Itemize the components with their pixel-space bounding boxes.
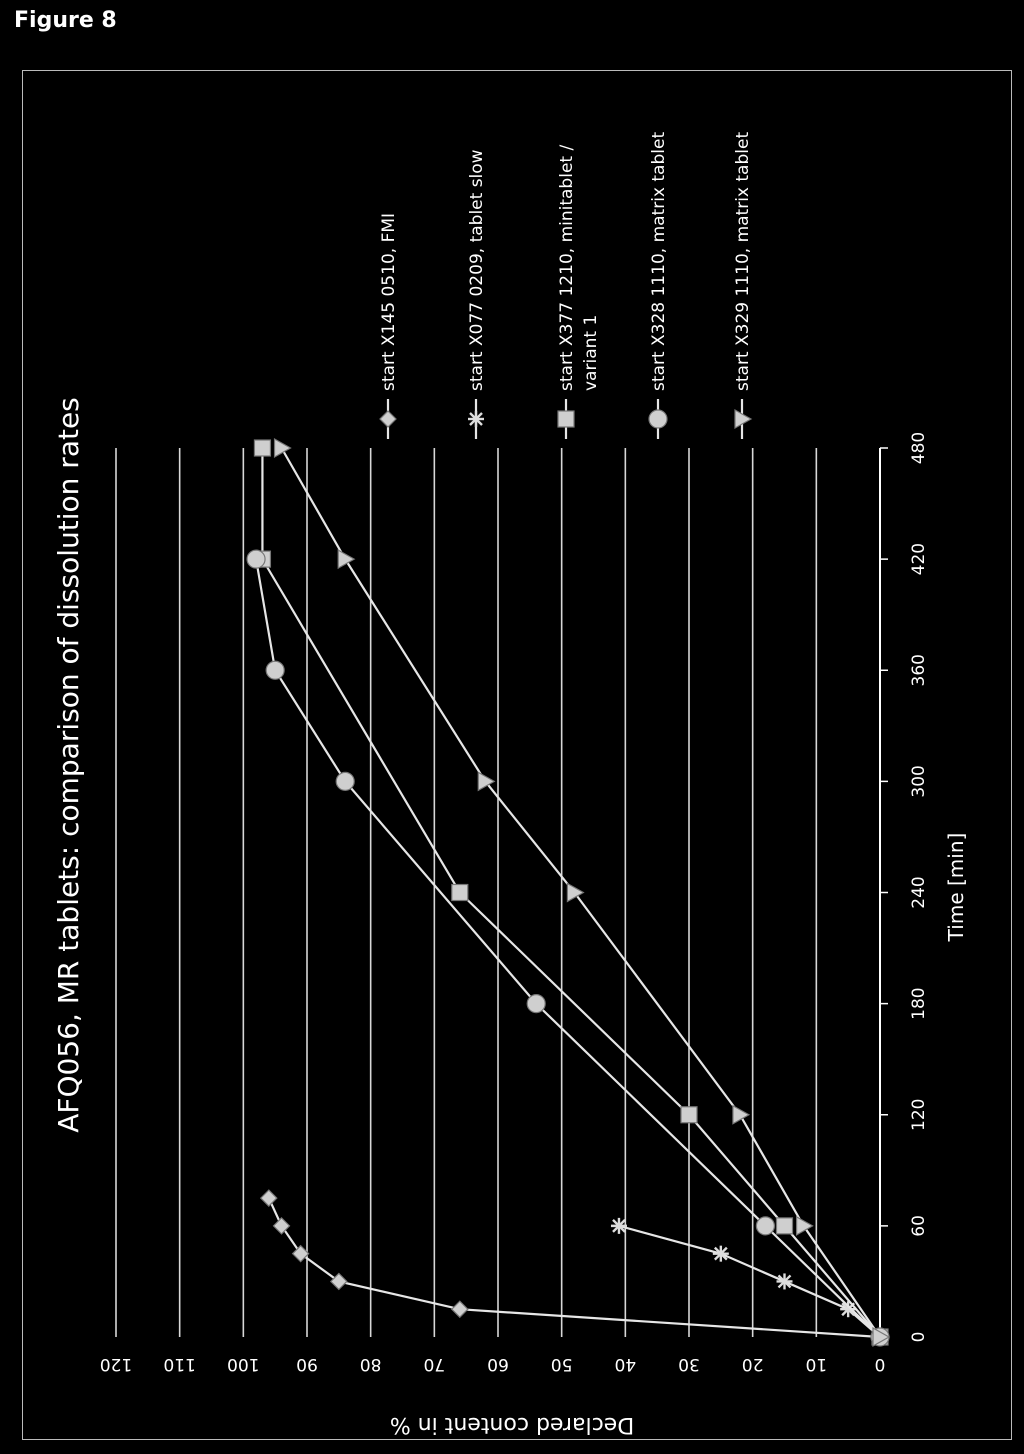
legend-label-2: start X077 0209, tablet slow bbox=[467, 149, 487, 391]
series-5-point-2 bbox=[733, 1106, 749, 1124]
y-tick-label-80: 80 bbox=[359, 1354, 382, 1374]
series-1 bbox=[261, 1190, 888, 1345]
tick-labels bbox=[100, 432, 929, 1374]
y-tick-label-40: 40 bbox=[614, 1354, 637, 1374]
series-5-point-5 bbox=[338, 550, 354, 568]
legend-entry-2 bbox=[467, 149, 487, 439]
legend bbox=[379, 132, 753, 439]
x-tick-label-120: 120 bbox=[909, 1098, 929, 1131]
y-tick-label-90: 90 bbox=[296, 1354, 318, 1374]
series-4-point-1 bbox=[756, 1217, 774, 1235]
series-5-point-6 bbox=[275, 439, 291, 457]
legend-marker-3 bbox=[558, 411, 574, 427]
legend-label-4: start X328 1110, matrix tablet bbox=[649, 131, 669, 391]
legend-marker-4 bbox=[649, 410, 667, 428]
x-tick-label-0: 0 bbox=[909, 1331, 929, 1343]
series-3-point-3 bbox=[452, 885, 468, 901]
grid-lines bbox=[116, 448, 888, 1337]
y-tick-label-60: 60 bbox=[487, 1354, 509, 1374]
series-3-point-1 bbox=[777, 1218, 793, 1234]
series-5 bbox=[275, 439, 889, 1346]
y-tick-label-100: 100 bbox=[227, 1354, 260, 1374]
figure-label: Figure 8 bbox=[14, 8, 117, 33]
legend-entry-4 bbox=[649, 132, 669, 439]
series-1-point-2 bbox=[331, 1273, 347, 1289]
x-tick-label-240: 240 bbox=[909, 876, 929, 909]
legend-label-3: start X377 1210, minitablet / variant 1 bbox=[557, 144, 601, 391]
legend-marker-1 bbox=[380, 411, 396, 427]
legend-entry-5 bbox=[733, 132, 753, 439]
y-tick-label-120: 120 bbox=[99, 1354, 133, 1374]
y-tick-label-110: 110 bbox=[163, 1354, 196, 1374]
x-tick-label-300: 300 bbox=[909, 765, 929, 798]
series-2-point-2 bbox=[777, 1273, 793, 1289]
series-3-point-5 bbox=[254, 440, 270, 456]
legend-label-1: start X145 0510, FMI bbox=[379, 212, 399, 391]
y-axis-label: Declared content in % bbox=[389, 1412, 635, 1437]
x-tick-label-420: 420 bbox=[909, 542, 929, 576]
y-tick-label-70: 70 bbox=[423, 1354, 446, 1374]
legend-entry-3 bbox=[557, 145, 601, 439]
x-tick-label-60: 60 bbox=[909, 1215, 929, 1237]
series-1-point-5 bbox=[261, 1190, 277, 1206]
x-axis-label: Time [min] bbox=[944, 832, 968, 942]
series-3-point-2 bbox=[681, 1107, 697, 1123]
x-tick-label-480: 480 bbox=[909, 431, 929, 465]
data-series bbox=[247, 439, 889, 1346]
legend-marker-2 bbox=[468, 411, 484, 427]
legend-entry-1 bbox=[379, 213, 399, 439]
series-2-point-4 bbox=[611, 1218, 627, 1234]
series-5-point-1 bbox=[797, 1217, 813, 1235]
chart-title: AFQ056, MR tablets: comparison of dissolution rates bbox=[52, 397, 85, 1133]
series-2 bbox=[611, 1218, 888, 1345]
series-4-point-3 bbox=[336, 772, 354, 790]
series-2-point-1 bbox=[840, 1301, 856, 1317]
y-tick-label-50: 50 bbox=[550, 1354, 573, 1374]
series-4-point-2 bbox=[527, 995, 545, 1013]
y-tick-label-20: 20 bbox=[741, 1354, 764, 1374]
x-tick-label-360: 360 bbox=[909, 654, 929, 687]
x-tick-label-180: 180 bbox=[909, 987, 929, 1020]
series-2-point-3 bbox=[713, 1246, 729, 1262]
y-tick-label-10: 10 bbox=[805, 1354, 828, 1374]
y-tick-label-0: 0 bbox=[874, 1354, 886, 1374]
series-1-point-1 bbox=[452, 1301, 468, 1317]
series-4-point-5 bbox=[247, 550, 265, 568]
y-tick-label-30: 30 bbox=[678, 1354, 700, 1374]
series-4-point-4 bbox=[266, 661, 284, 679]
series-1-point-4 bbox=[274, 1218, 290, 1234]
series-5-point-4 bbox=[478, 772, 494, 790]
series-5-point-3 bbox=[567, 884, 583, 902]
legend-label-5: start X329 1110, matrix tablet bbox=[733, 131, 753, 391]
